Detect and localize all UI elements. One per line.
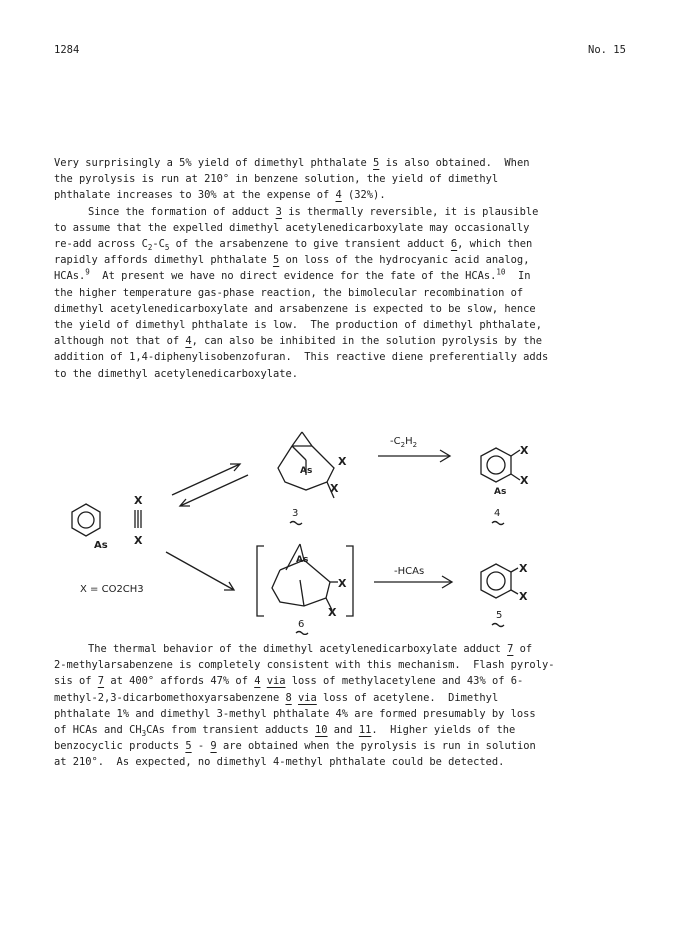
reaction-scheme xyxy=(0,420,680,635)
paragraph-2 xyxy=(54,641,634,771)
text-line: sis of 7 at 400° affords 47% of 4 via loss of methylacetylene and 43% of 6- xyxy=(54,675,524,688)
compound-label-4: 4 xyxy=(494,508,501,519)
issue-number: No. 15 xyxy=(588,44,626,56)
text-line: the higher temperature gas-phase reaction, the bimolecular recombination of xyxy=(54,286,524,299)
arrow-label: $-C_2H_2$ xyxy=(390,436,418,449)
x-label: X xyxy=(338,455,347,468)
compound-ref: 3 xyxy=(275,205,282,218)
compound-5-structure xyxy=(481,562,528,627)
acetylene-structure xyxy=(134,494,143,547)
x-label: X xyxy=(330,482,339,495)
compound-label-5: 5 xyxy=(496,610,503,621)
text-line: to assume that the expelled dimethyl acetylenedicarboxylate may occasionally xyxy=(54,221,530,234)
x-label: X xyxy=(134,494,143,507)
compound-ref: 6 xyxy=(450,238,458,251)
text-line: although not that of 4, can also be inhibited in the solution pyrolysis by the xyxy=(54,335,542,348)
text-line: phthalate 1% and dimethyl 3-methyl phthalate 4% are formed presumably by loss xyxy=(54,707,536,720)
emphasis: via xyxy=(298,691,317,704)
x-label: X xyxy=(519,590,528,603)
adduct-3-structure xyxy=(278,432,347,525)
text-line: at 210°. As expected, no dimethyl 4-methyl phthalate could be detected. xyxy=(54,756,505,769)
text-line: re-add across $C_2-C_5$ of the arsabenzene to give transient adduct 6, which then xyxy=(54,238,533,253)
arsenic-label: As xyxy=(94,540,108,551)
compound-ref: 5 xyxy=(272,254,280,267)
footnote-ref: 10 xyxy=(496,267,506,277)
x-definition: X = CO2CH3 xyxy=(80,584,144,595)
compound-ref: 4 xyxy=(185,335,192,348)
compound-ref: 5 xyxy=(373,157,380,169)
compound-ref: 11 xyxy=(358,724,372,737)
x-label: X xyxy=(328,606,337,619)
compound-4-structure xyxy=(481,444,529,525)
text-line: phthalate increases to 30% at the expense of 4 (32%). xyxy=(54,189,386,202)
compound-ref: 5 xyxy=(185,740,192,753)
arrow-loss-hcas xyxy=(374,566,452,588)
compound-ref: 10 xyxy=(315,724,328,737)
x-label: X xyxy=(519,562,528,575)
text-line: addition of 1,4-diphenylisobenzofuran. This reactive diene preferentially adds xyxy=(54,351,549,364)
text-line: Since the formation of adduct 3 is thermally reversible, it is plausible xyxy=(88,205,539,218)
text-line: of HCAs and $CH_3CAs$ from transient adducts 10 and 11. Higher yields of the xyxy=(54,724,516,739)
arsenic-label: As xyxy=(300,466,313,476)
page-number: 1284 xyxy=(54,44,80,56)
paragraph-1 xyxy=(54,155,634,382)
text-line: the yield of dimethyl phthalate is low. The production of dimethyl phthalate, xyxy=(54,319,542,332)
arsenic-label: As xyxy=(494,487,507,497)
compound-ref: 7 xyxy=(507,643,514,655)
text-line: 2-methylarsabenzene is completely consistent with this mechanism. Flash pyroly- xyxy=(54,659,555,672)
arrow-to-adduct-6 xyxy=(166,552,234,590)
text-line: the pyrolysis is run at 210° in benzene solution, the yield of dimethyl xyxy=(54,173,499,186)
compound-ref: 4 xyxy=(335,189,342,202)
text-line: The thermal behavior of the dimethyl acetylenedicarboxylate adduct 7 of xyxy=(88,643,533,655)
compound-ref: 9 xyxy=(210,740,217,753)
emphasis: via xyxy=(266,675,286,688)
arsabenzene-structure xyxy=(72,504,108,551)
text-line: benzocyclic products 5 - 9 are obtained when the pyrolysis is run in solution xyxy=(54,740,536,753)
compound-ref: 8 xyxy=(285,691,292,704)
compound-ref: 7 xyxy=(97,675,105,688)
compound-label-3: 3 xyxy=(292,508,299,519)
equilibrium-arrows xyxy=(172,464,248,506)
text-line: methyl-2,3-dicarbomethoxyarsabenzene 8 via loss of acetylene. Dimethyl xyxy=(54,691,499,704)
x-label: X xyxy=(520,444,529,457)
arsenic-label: As xyxy=(296,555,309,565)
x-label: X xyxy=(134,534,143,547)
arrow-label: -HCAs xyxy=(394,566,425,577)
text-line: to the dimethyl acetylenedicarboxylate. xyxy=(54,367,298,380)
x-label: X xyxy=(520,474,529,487)
text-line: dimethyl acetylenedicarboxylate and arsabenzene is expected to be slow, hence xyxy=(54,302,536,315)
text-line: Very surprisingly a 5% yield of dimethyl phthalate 5 is also obtained. When xyxy=(54,157,530,169)
compound-label-6: 6 xyxy=(298,619,305,630)
footnote-ref: 9 xyxy=(85,267,90,277)
text-line: rapidly affords dimethyl phthalate 5 on loss of the hydrocyanic acid analog, xyxy=(54,254,530,267)
x-label: X xyxy=(338,577,347,590)
text-line: HCAs.$^9$ At present we have no direct evidence for the fate of the HCAs.$^{10}$ In xyxy=(54,267,531,283)
arrow-loss-acetylene xyxy=(378,436,450,462)
adduct-6-structure xyxy=(257,544,353,635)
compound-ref: 4 xyxy=(254,675,261,688)
